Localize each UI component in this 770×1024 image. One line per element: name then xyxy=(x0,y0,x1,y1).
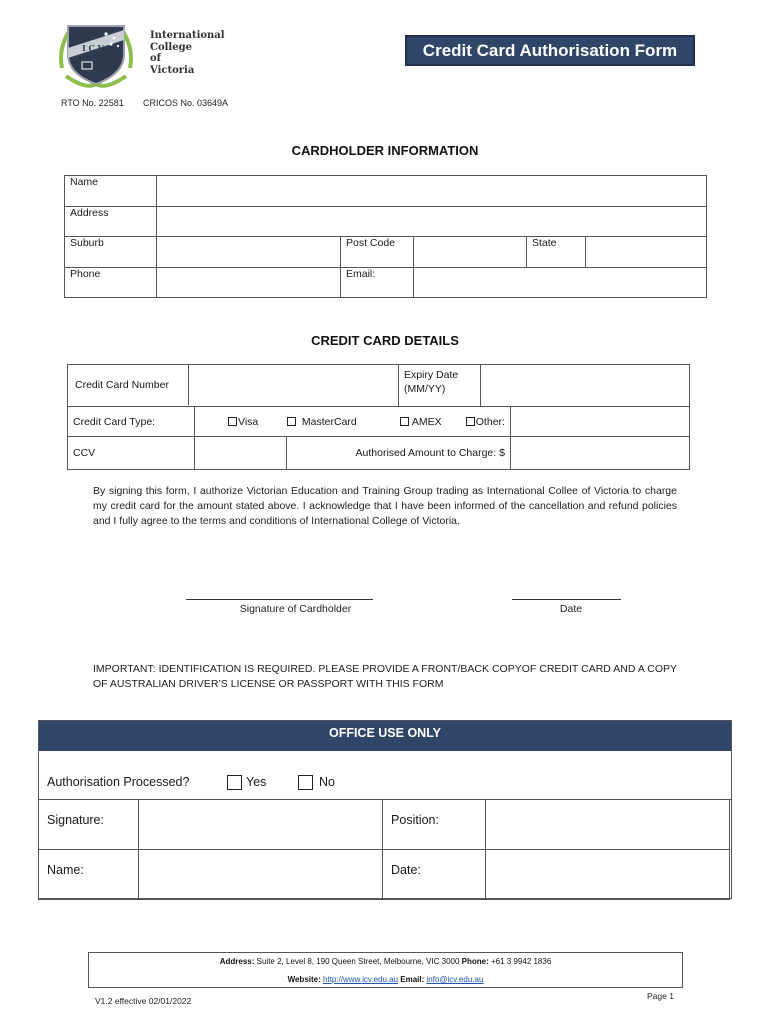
authorisation-processed-label: Authorisation Processed? xyxy=(47,775,190,789)
cardholder-signature-line[interactable] xyxy=(186,599,373,600)
state-label: State xyxy=(527,237,586,268)
visa-checkbox[interactable] xyxy=(228,417,237,426)
version-text: V1.2 effective 02/01/2022 xyxy=(95,996,192,1006)
amount-field[interactable] xyxy=(510,437,689,470)
office-use-table xyxy=(38,799,730,900)
name-field[interactable] xyxy=(157,176,707,207)
footer-web-line: Website: http://www.icv.edu.au Email: info@icv.edu.au xyxy=(287,975,484,984)
important-notice: IMPORTANT: IDENTIFICATION IS REQUIRED. PLEASE PROVIDE A FRONT/BACK COPYOF CREDIT CARD AND A COPY OF AUSTRALIAN DRIVER’S LICENSE OR PASSPORT WITH THIS FORM xyxy=(93,663,677,690)
authorization-statement: By signing this form, I authorize Victorian Education and Training Group trading as International Collee of Victoria to charge my credit card for the amount stated above. I acknowledge that I have been informed of the cancellation and refund policies and I fully agree to the terms and conditions of International College of Victoria. xyxy=(93,485,677,527)
cardholder-heading: CARDHOLDER INFORMATION xyxy=(291,143,479,158)
office-signature-label: Signature: xyxy=(39,800,139,850)
email-link[interactable]: info@icv.edu.au xyxy=(426,975,484,984)
amex-option[interactable]: AMEX xyxy=(400,416,463,428)
mastercard-checkbox[interactable] xyxy=(287,417,296,426)
no-label: No xyxy=(319,775,335,789)
office-date-label: Date: xyxy=(383,850,486,900)
yes-checkbox[interactable] xyxy=(227,775,242,790)
cardholder-table xyxy=(64,175,707,298)
shield-letters: I C V xyxy=(82,43,104,53)
card-number-row xyxy=(68,365,399,407)
address-field[interactable] xyxy=(157,207,707,237)
website-link[interactable]: http://www.icv.edu.au xyxy=(323,975,399,984)
office-name-label: Name: xyxy=(39,850,139,900)
college-name: International College of Victoria xyxy=(150,30,225,76)
expiry-cell xyxy=(398,365,689,407)
amex-checkbox[interactable] xyxy=(400,417,409,426)
office-position-label: Position: xyxy=(383,800,486,850)
yes-label: Yes xyxy=(246,775,267,789)
office-date-field[interactable] xyxy=(485,850,729,900)
visa-option[interactable]: Visa xyxy=(228,416,284,428)
suburb-field[interactable] xyxy=(157,237,341,268)
office-use-section xyxy=(38,720,732,899)
email-field[interactable] xyxy=(414,268,707,298)
cricos-number: CRICOS No. 03649A xyxy=(143,98,229,108)
office-position-field[interactable] xyxy=(485,800,729,850)
phone-label: Phone xyxy=(65,268,157,298)
card-number-field[interactable] xyxy=(188,364,393,405)
authorisation-processed-row xyxy=(39,751,731,800)
ccv-label: CCV xyxy=(68,437,195,470)
amount-label: Authorised Amount to Charge: $ xyxy=(287,437,511,470)
date-signature-line[interactable] xyxy=(512,599,621,600)
cardholder-signature-label: Signature of Cardholder xyxy=(239,603,352,615)
ccv-field[interactable] xyxy=(195,437,287,470)
card-details-heading: CREDIT CARD DETAILS xyxy=(311,333,459,348)
postcode-field[interactable] xyxy=(414,237,527,268)
name-label: Name xyxy=(65,176,157,207)
card-type-options xyxy=(195,407,511,437)
other-checkbox[interactable] xyxy=(466,417,475,426)
postcode-label: Post Code xyxy=(341,237,414,268)
form-title: Credit Card Authorisation Form xyxy=(405,35,695,66)
office-signature-field[interactable] xyxy=(138,800,382,850)
phone-field[interactable] xyxy=(157,268,341,298)
expiry-label: Expiry Date (MM/YY) xyxy=(399,365,481,406)
state-field[interactable] xyxy=(586,237,707,268)
other-option[interactable]: Other: xyxy=(466,416,505,428)
card-number-label: Credit Card Number xyxy=(75,379,169,391)
rto-number: RTO No. 22581 xyxy=(61,98,124,108)
office-use-heading: OFFICE USE ONLY xyxy=(39,721,731,751)
mastercard-option[interactable]: MasterCard xyxy=(287,416,397,428)
footer-contact xyxy=(88,952,683,988)
no-checkbox[interactable] xyxy=(298,775,313,790)
address-label: Address xyxy=(65,207,157,237)
expiry-field[interactable] xyxy=(481,365,689,406)
card-details-table xyxy=(67,364,690,470)
office-name-field[interactable] xyxy=(138,850,382,900)
footer-address-line: Address: Suite 2, Level 8, 190 Queen Street, Melbourne, VIC 3000 Phone: +61 3 9942 1836 xyxy=(219,957,552,966)
email-label: Email: xyxy=(341,268,414,298)
other-field[interactable] xyxy=(510,407,689,437)
shield-logo-icon xyxy=(56,18,146,90)
card-type-label: Credit Card Type: xyxy=(68,407,195,437)
page-number: Page 1 xyxy=(647,991,674,1001)
date-signature-label: Date xyxy=(559,603,583,615)
suburb-label: Suburb xyxy=(65,237,157,268)
